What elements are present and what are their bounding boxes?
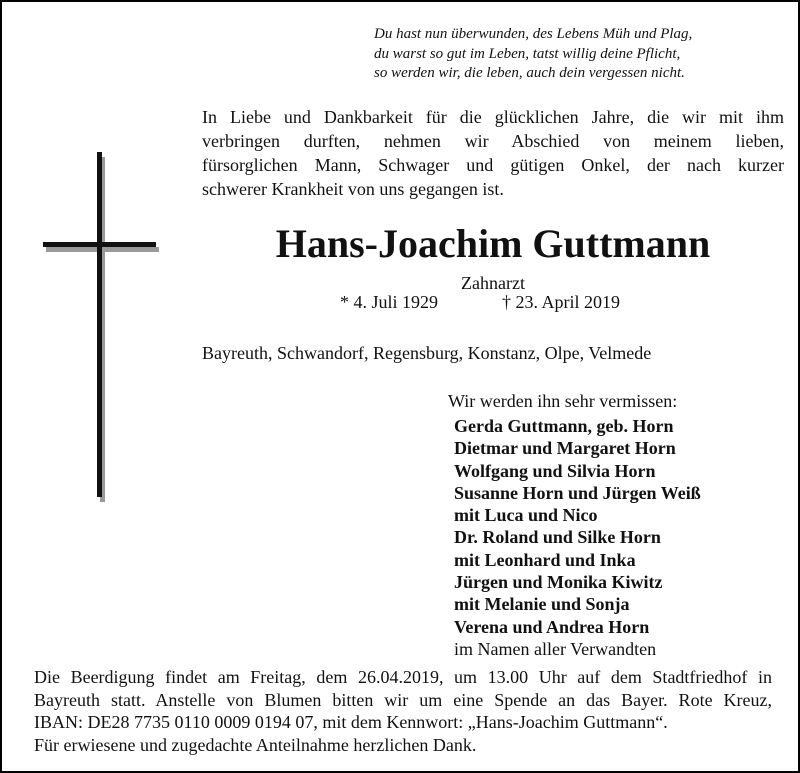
mourners-heading: Wir werden ihn sehr vermissen: bbox=[448, 391, 678, 411]
mourner-name: mit Melanie und Sonja bbox=[454, 594, 630, 615]
deceased-profession: Zahnarzt bbox=[461, 273, 525, 293]
mourner-name: Susanne Horn und Jürgen Weiß bbox=[454, 482, 701, 503]
mourners-closing: im Namen aller Verwandten bbox=[454, 638, 657, 659]
funeral-line: Für erwiesene und zugedachte Anteilnahme herzlichen Dank. bbox=[34, 734, 477, 755]
intro-line: schwerer Krankheit von uns gegangen ist. bbox=[202, 179, 504, 199]
deceased-name: Hans-Joachim Guttmann bbox=[275, 221, 711, 266]
mourner-name: Dietmar und Margaret Horn bbox=[454, 438, 676, 459]
death-date: † 23. April 2019 bbox=[502, 292, 621, 312]
mourner-name: Verena und Andrea Horn bbox=[454, 616, 650, 637]
intro-paragraph bbox=[202, 105, 784, 201]
intro-line: verbringen durften, nehmen wir Abschied von meinem lieben, bbox=[202, 131, 784, 151]
mourner-name: mit Leonhard und Inka bbox=[454, 549, 636, 570]
poem-line: so werden wir, die leben, auch dein vergessen nicht. bbox=[374, 65, 685, 81]
mourner-name: Dr. Roland und Silke Horn bbox=[454, 527, 661, 548]
funeral-details bbox=[34, 666, 772, 756]
mourner-name: Gerda Guttmann, geb. Horn bbox=[454, 416, 674, 436]
intro-line: In Liebe und Dankbarkeit für die glücklichen Jahre, die wir mit ihm bbox=[202, 107, 784, 127]
funeral-line: Die Beerdigung findet am Freitag, dem 26.04.2019, um 13.00 Uhr auf dem Stadtfriedhof in bbox=[34, 667, 772, 687]
poem-line: du warst so gut im Leben, tatst willig deine Pflicht, bbox=[374, 45, 681, 62]
memorial-poem bbox=[374, 25, 784, 84]
mourners-list bbox=[454, 415, 701, 660]
places-list: Bayreuth, Schwandorf, Regensburg, Konstanz, Olpe, Velmede bbox=[202, 343, 652, 363]
mourner-name: mit Luca und Nico bbox=[454, 505, 598, 526]
funeral-line: Bayreuth statt. Anstelle von Blumen bitten wir um eine Spende an das Bayer. Rote Kreuz, bbox=[34, 689, 772, 710]
mourner-name: Jürgen und Monika Kiwitz bbox=[454, 572, 663, 593]
intro-line: fürsorglichen Mann, Schwager und gütigen Onkel, der nach kurzer bbox=[202, 155, 784, 175]
cross-icon bbox=[42, 152, 162, 502]
birth-date: * 4. Juli 1929 bbox=[340, 292, 439, 312]
poem-line: Du hast nun überwunden, des Lebens Müh und Plag, bbox=[374, 26, 693, 42]
funeral-line: IBAN: DE28 7735 0110 0009 0194 07, mit dem Kennwort: „Hans-Joachim Guttmann“. bbox=[34, 712, 668, 732]
mourner-name: Wolfgang und Silvia Horn bbox=[454, 460, 656, 481]
